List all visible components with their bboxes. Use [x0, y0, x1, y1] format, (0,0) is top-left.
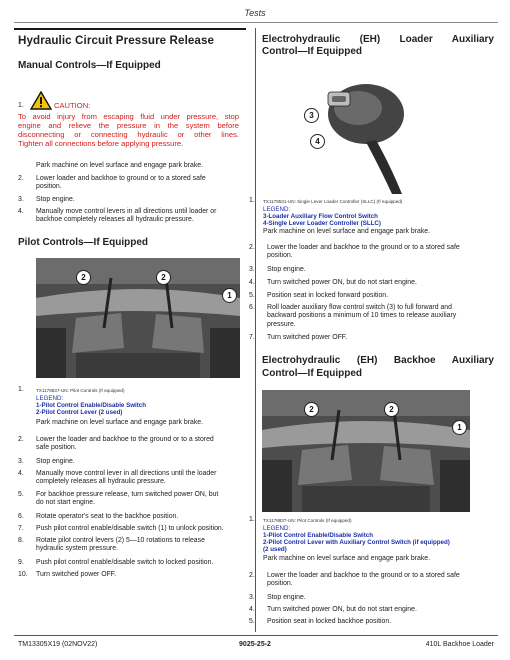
step-text: Turn switched power OFF.	[267, 334, 348, 341]
backhoe-heading-word: Electrohydraulic	[262, 355, 341, 366]
step-text: Turn switched power OFF.	[36, 571, 117, 578]
step-number: 3.	[249, 594, 255, 601]
pilot-legend-1: 1-Pilot Control Enable/Disable Switch	[36, 402, 147, 409]
loader-legend-3: 3-Loader Auxiliary Flow Control Switch	[263, 213, 378, 220]
caution-line-2: engine and relieve the pressure in the system before	[18, 121, 239, 130]
step-text: Push pilot control enable/disable switch (1) to unlock position.	[36, 525, 224, 532]
loader-park-step: Park machine on level surface and engage park brake.	[263, 228, 431, 235]
loader-step-7	[249, 334, 495, 343]
step-number: 3.	[18, 196, 24, 203]
pilot-legend-title: LEGEND:	[36, 395, 64, 402]
pilot-step-6	[18, 513, 240, 522]
page-title: Hydraulic Circuit Pressure Release	[18, 34, 215, 47]
pilot-fig-id: TX1178837-UN: Pilot Controls (If equipped)	[36, 388, 125, 393]
step-text: Manually move control lever in all directions until the loader	[36, 470, 217, 477]
loader-step-4	[249, 279, 495, 288]
loader-legend-title: LEGEND:	[263, 206, 291, 213]
backhoe-step-2	[249, 572, 495, 590]
step-text-cont: do not start engine.	[36, 499, 95, 507]
callout-2-left: 2	[304, 402, 319, 417]
loader-fig-id: TX1178531-UN: Single Lever Loader Controller (SLLC) (If equipped)	[263, 199, 403, 204]
step-text: Rotate pilot control levers (2) 5—10 rotations to release	[36, 537, 205, 544]
step-text: Rotate operator's seat to the backhoe position.	[36, 513, 179, 520]
step-number: 2.	[249, 244, 255, 251]
step-number: 2.	[18, 175, 24, 182]
step-number: 4.	[18, 470, 24, 477]
step-number: 2.	[249, 572, 255, 579]
header-rule	[14, 22, 498, 23]
step-number: 6.	[18, 513, 24, 520]
callout-1: 1	[452, 420, 467, 435]
step-number: 3.	[249, 266, 255, 273]
caution-line-1: To avoid injury from escaping fluid under pressure, stop	[18, 112, 239, 121]
pilot-fig-number: 1.	[18, 386, 24, 393]
backhoe-controls-illustration	[262, 390, 470, 512]
step-text-cont: hydraulic system pressure.	[36, 545, 118, 553]
step-text: Stop engine.	[267, 266, 306, 273]
backhoe-heading-word: Auxiliary	[451, 355, 494, 366]
step-text: Lower loader and backhoe to ground or to a stored safe	[36, 175, 206, 182]
backhoe-step-5	[249, 618, 495, 627]
pilot-step-10	[18, 571, 240, 580]
backhoe-controls-photo	[262, 390, 470, 512]
step-number: 5.	[249, 618, 255, 625]
step-number: 5.	[18, 491, 24, 498]
backhoe-heading-line-1	[262, 355, 494, 366]
step-text: For backhoe pressure release, turn switched power ON, but	[36, 491, 219, 498]
step-text: Push pilot control enable/disable switch to locked position.	[36, 559, 214, 566]
pilot-step-9	[18, 559, 240, 568]
step-text: Stop engine.	[36, 458, 75, 465]
step-text: Stop engine.	[36, 196, 75, 203]
backhoe-heading-line-2: Control—If Equipped	[262, 368, 362, 379]
step-text: Turn switched power ON, but do not start engine.	[267, 606, 417, 613]
backhoe-fig-number: 1.	[249, 516, 255, 523]
backhoe-heading-word: Backhoe	[393, 355, 436, 366]
manual-park-step: Park machine on level surface and engage park brake.	[36, 162, 204, 169]
manual-controls-heading: Manual Controls—If Equipped	[18, 60, 161, 71]
backhoe-legend-2: 2-Pilot Control Lever with Auxiliary Control Switch (if equipped)	[263, 539, 450, 546]
caution-line-4: Tighten all connections before applying pressure.	[18, 139, 184, 148]
step-number: 8.	[18, 537, 24, 544]
step-text-cont: safe position.	[36, 444, 77, 452]
sllc-photo	[300, 70, 460, 194]
step-number: 4.	[249, 606, 255, 613]
caution-label: CAUTION:	[54, 101, 91, 110]
step-text: Position seat in locked forward position.	[267, 292, 389, 299]
pilot-legend-2: 2-Pilot Control Lever (2 used)	[36, 409, 123, 416]
loader-heading-line-1	[262, 34, 494, 45]
step-number: 10.	[18, 571, 28, 578]
pilot-controls-illustration	[36, 258, 240, 378]
manual-step-3	[18, 196, 240, 205]
step-text-cont: backward positions a minimum of 10 times to release auxiliary	[267, 312, 457, 320]
step-text-cont: pressure.	[267, 320, 296, 328]
backhoe-heading-word: (EH)	[356, 355, 378, 366]
step-number: 2.	[18, 436, 24, 443]
loader-fig-number: 1.	[249, 197, 255, 204]
step-text: Lower the loader and backhoe to the ground or to a stored safe	[267, 244, 460, 251]
backhoe-legend-title: LEGEND:	[263, 525, 291, 532]
loader-heading-word: Loader	[399, 34, 433, 45]
backhoe-step-3	[249, 594, 495, 603]
step-number: 4.	[18, 208, 24, 215]
backhoe-step-4	[249, 606, 495, 615]
header-section: Tests	[244, 8, 266, 18]
step-text: Lower the loader and backhoe to the ground or to a stored safe	[267, 572, 460, 579]
step-text: Stop engine.	[267, 594, 306, 601]
step-text: Manually move control levers in all directions until loader or	[36, 208, 217, 215]
manual-step-2	[18, 175, 240, 193]
callout-2-right: 2	[156, 270, 171, 285]
footer-doc-id: TM13305X19 (02NOV22)	[18, 641, 98, 648]
loader-heading-word: Electrohydraulic	[262, 34, 341, 45]
step-text: Lower the loader and backhoe to the ground or to a stored	[36, 436, 214, 443]
step-text-cont: position.	[267, 580, 293, 588]
loader-legend-4: 4-Single Lever Loader Controller (SLLC)	[263, 220, 381, 227]
step-text-cont: position.	[267, 252, 293, 260]
pilot-step-3	[18, 458, 240, 467]
step-text: Turn switched power ON, but do not start engine.	[267, 279, 417, 286]
footer-model: 410L Backhoe Loader	[425, 641, 494, 648]
backhoe-legend-2-cont: (2 used)	[263, 546, 287, 553]
step-number: 6.	[249, 304, 255, 311]
step-number: 5.	[249, 292, 255, 299]
step-text: Roll loader auxiliary flow control switch (3) to full forward and	[267, 304, 452, 311]
loader-step-5	[249, 292, 495, 301]
sllc-illustration	[300, 70, 460, 194]
callout-1: 1	[222, 288, 237, 303]
loader-step-3	[249, 266, 495, 275]
footer-rule	[14, 635, 498, 636]
step-text-cont: backhoe completely releases all hydraulic pressure.	[36, 216, 194, 224]
warning-icon	[30, 91, 52, 110]
step-number: 3.	[18, 458, 24, 465]
callout-2-right: 2	[384, 402, 399, 417]
manual-step-4	[18, 208, 240, 226]
step-text-cont: position.	[36, 183, 62, 191]
pilot-step-4	[18, 470, 240, 488]
pilot-park-step: Park machine on level surface and engage park brake.	[36, 419, 204, 426]
backhoe-fig-id: TX1178837-UN: Pilot Controls (If equipped)	[263, 518, 352, 523]
step-number: 9.	[18, 559, 24, 566]
loader-step-6	[249, 304, 495, 331]
pilot-step-7	[18, 525, 240, 534]
backhoe-legend-1: 1-Pilot Control Enable/Disable Switch	[263, 532, 374, 539]
step-text-cont: completely releases all hydraulic pressure.	[36, 478, 166, 486]
footer-page-number: 9025-25-2	[239, 641, 271, 648]
loader-heading-word: Auxiliary	[451, 34, 494, 45]
title-bar	[14, 28, 246, 30]
caution-number: 1.	[18, 102, 24, 109]
loader-step-2	[249, 244, 495, 262]
backhoe-park-step: Park machine on level surface and engage park brake.	[263, 555, 431, 562]
callout-4: 4	[310, 134, 325, 149]
step-number: 7.	[249, 334, 255, 341]
pilot-controls-heading: Pilot Controls—If Equipped	[18, 237, 148, 248]
callout-2-left: 2	[76, 270, 91, 285]
pilot-step-8	[18, 537, 240, 555]
pilot-step-5	[18, 491, 240, 509]
callout-3: 3	[304, 108, 319, 123]
step-number: 7.	[18, 525, 24, 532]
step-number: 4.	[249, 279, 255, 286]
loader-heading-line-2: Control—If Equipped	[262, 46, 362, 57]
caution-line-3: disconnecting or connecting hydraulic or other lines.	[18, 130, 239, 139]
loader-heading-word: (EH)	[359, 34, 381, 45]
pilot-step-2	[18, 436, 240, 454]
step-text: Position seat in locked backhoe position.	[267, 618, 392, 625]
pilot-controls-photo	[36, 258, 240, 378]
